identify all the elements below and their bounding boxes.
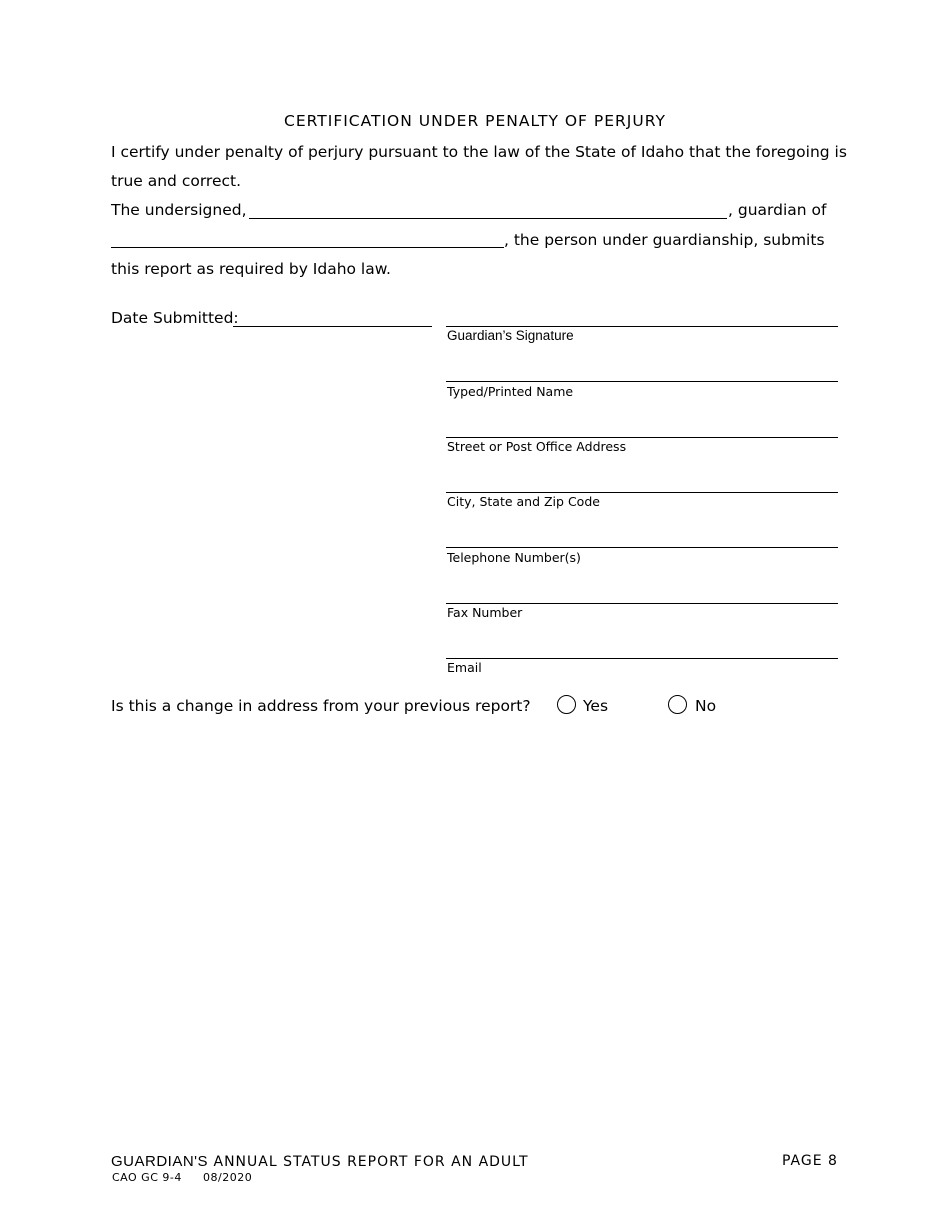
fax-label: Fax Number (447, 605, 523, 620)
fax-line[interactable] (446, 603, 838, 604)
footer-page-number: PAGE 8 (782, 1153, 838, 1169)
email-line[interactable] (446, 658, 838, 659)
footer-form-date: 08/2020 (203, 1171, 253, 1184)
city-state-zip-label: City, State and Zip Code (447, 494, 600, 509)
guardian-of-text: , guardian of (728, 201, 827, 219)
person-under-guardianship-field[interactable] (111, 247, 504, 248)
certification-line-2: true and correct. (111, 172, 242, 190)
guardian-signature-label: Guardian’s Signature (447, 328, 574, 343)
undersigned-prefix: The undersigned, (111, 201, 247, 219)
footer-form-title-prefix: GUARDIAN'S (111, 1153, 209, 1170)
telephone-line[interactable] (446, 547, 838, 548)
certification-final-line: this report as required by Idaho law. (111, 260, 391, 278)
telephone-label: Telephone Number(s) (447, 550, 581, 565)
date-submitted-label: Date Submitted: (111, 309, 239, 327)
email-label: Email (447, 660, 482, 675)
street-address-label: Street or Post Office Address (447, 439, 627, 454)
footer-form-code: CAO GC 9-4 (112, 1171, 182, 1184)
certification-line-1: I certify under penalty of perjury pursuant to the law of the State of Idaho that the foregoing is (111, 143, 847, 161)
no-radio[interactable] (668, 695, 687, 714)
undersigned-name-field[interactable] (249, 218, 727, 219)
certification-title: CERTIFICATION UNDER PENALTY OF PERJURY (284, 112, 666, 130)
date-submitted-field[interactable] (233, 326, 432, 327)
footer-form-title (111, 1153, 529, 1170)
address-change-question: Is this a change in address from your previous report? (111, 697, 531, 715)
street-address-line[interactable] (446, 437, 838, 438)
printed-name-line[interactable] (446, 381, 838, 382)
printed-name-label: Typed/Printed Name (447, 384, 574, 399)
yes-label: Yes (583, 697, 609, 715)
person-under-guardianship-text: , the person under guardianship, submits (504, 231, 825, 249)
guardian-signature-line[interactable] (446, 326, 838, 327)
yes-radio[interactable] (557, 695, 576, 714)
city-state-zip-line[interactable] (446, 492, 838, 493)
no-label: No (695, 697, 717, 715)
footer-form-title-rest: ANNUAL STATUS REPORT FOR AN ADULT (208, 1154, 529, 1170)
